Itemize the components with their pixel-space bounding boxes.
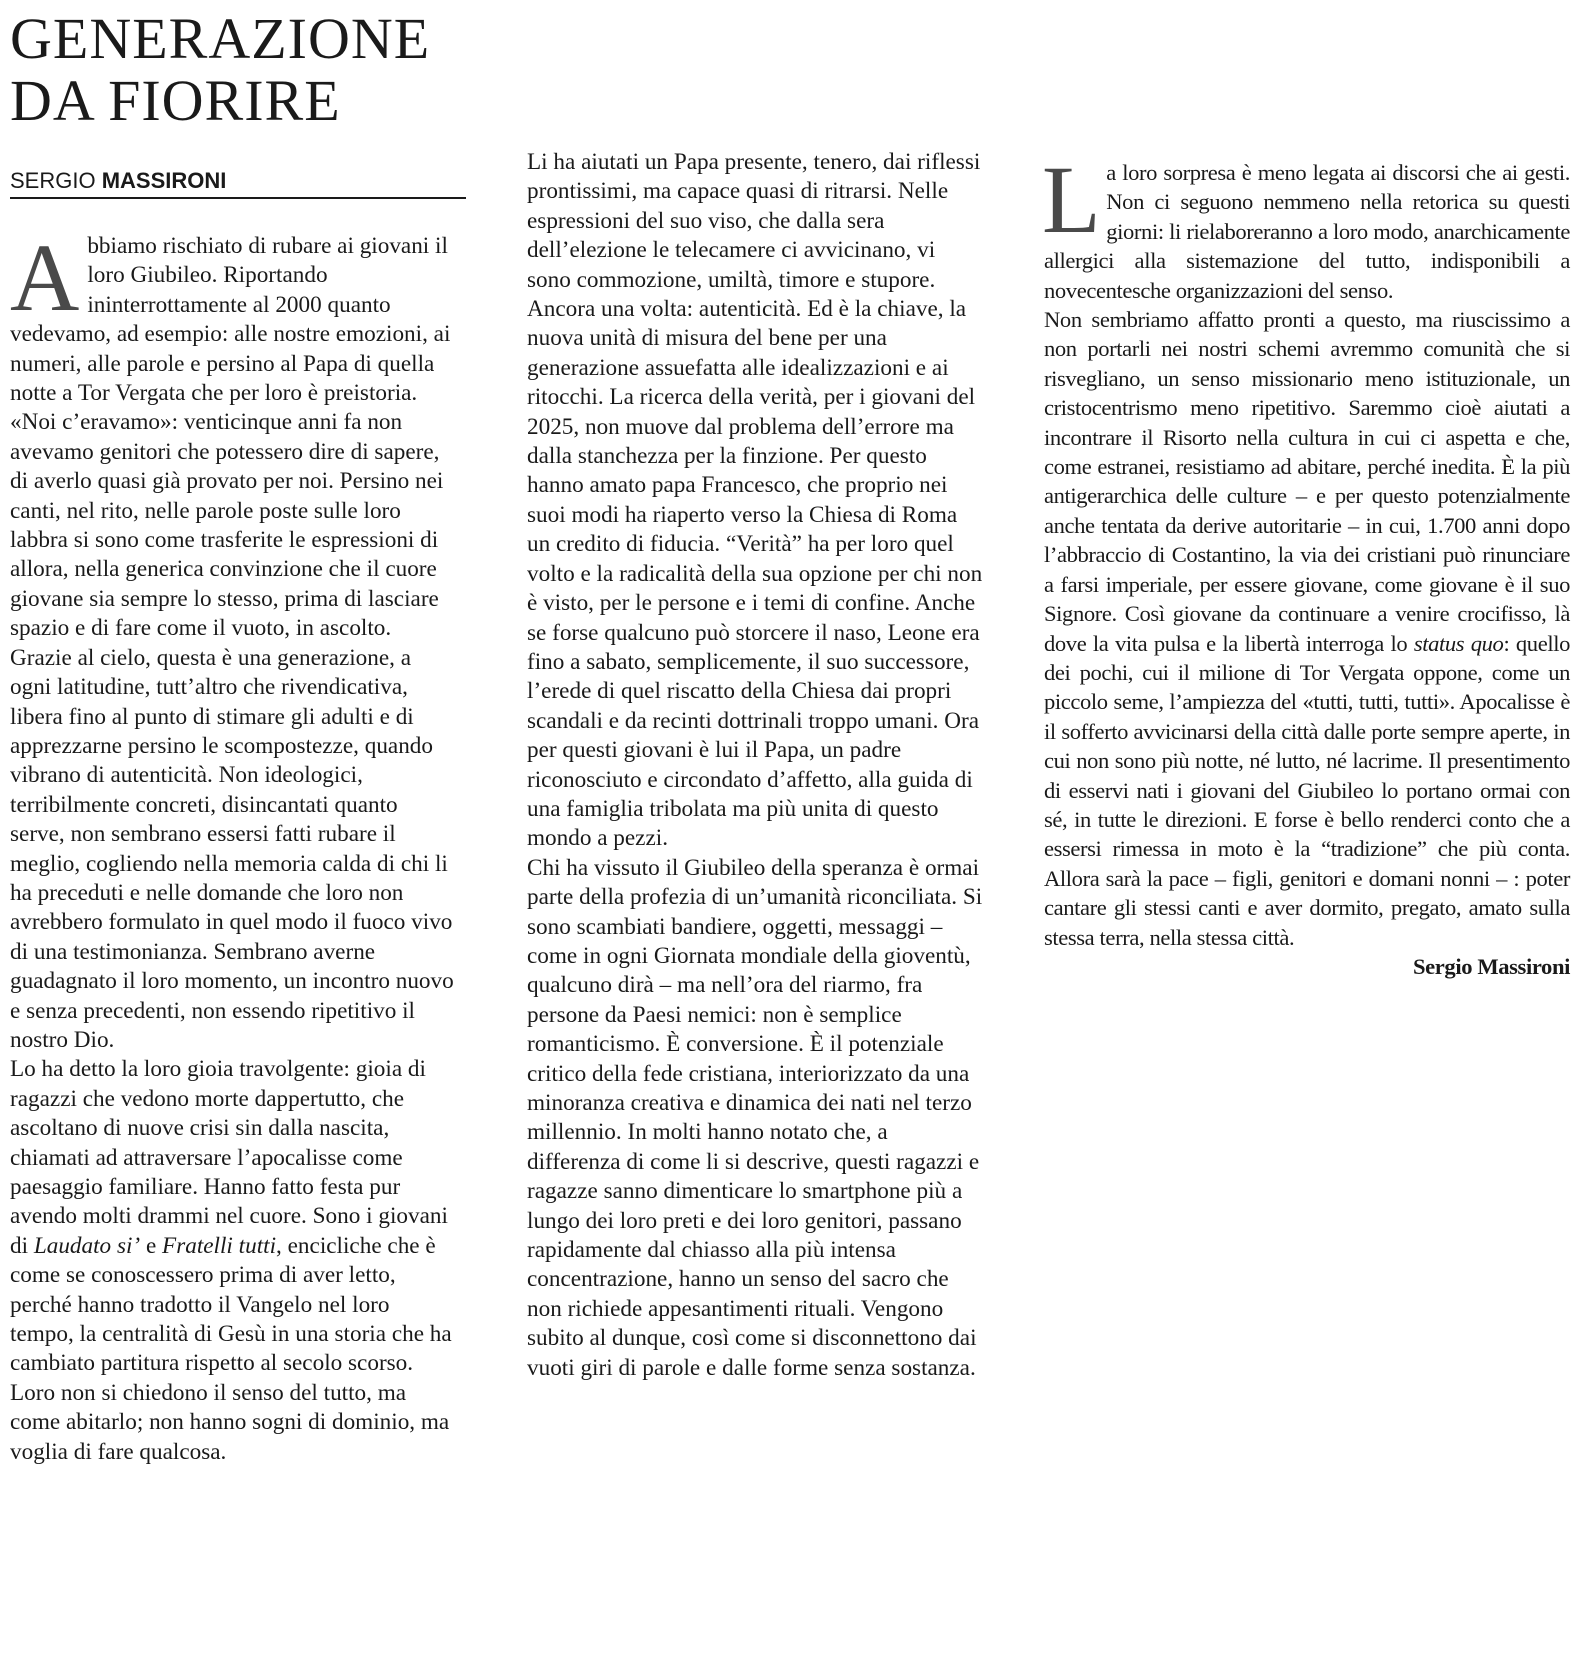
paragraph-text: e: [140, 1232, 163, 1259]
byline: [10, 168, 466, 199]
paragraph-text: Lo ha detto la loro gioia travolgente: gioia di ragazzi che vedono morte dappertutto, che ascoltano di nuove crisi sin dalla nascita, chiamati ad attraversare l’apocalisse come paesaggio familiare. Hanno fatto festa pur avendo molti drammi nel cuore. Sono i giovani di: [10, 1056, 448, 1259]
paragraph: Li ha aiutati un Papa presente, tenero, dai riflessi prontissimi, ma capace quasi di ritrarsi. Nelle espressioni del suo viso, che dalla sera dell’elezione le telecamere ci avvicinano, vi sono commozione, umiltà, timore e stupore. Ancora una volta: autenticità. Ed è la chiave, la nuova unità di misura del bene per una generazione assuefatta alle idealizzazioni e ai ritocchi. La ricerca della verità, per i giovani del 2025, non muove dal problema dell’errore ma dalla stanchezza per la finzione. Per questo hanno amato papa Francesco, che proprio nei suoi modi ha riaperto verso la Chiesa di Roma un credito di fiducia. “Verità” ha per loro quel volto e la radicalità della sua opzione per chi non è visto, per le persone e i temi di confine. Anche se forse qualcuno può storcere il naso, Leone era fino a sabato, semplicemente, il suo successore, l’erede di quel riscatto della Chiesa dai propri scandali e da recinti dottrinali troppo umani. Ora per questi giovani è lui il Papa, un padre riconosciuto e circondato d’affetto, alla guida di una famiglia tribolata ma più unita di questo mondo a pezzi.: [527, 149, 983, 852]
byline-last-name: MASSIRONI: [101, 168, 227, 193]
headline-line-2: DA FIORIRE: [10, 68, 341, 133]
paragraph: [1042, 146, 1570, 305]
encyclical-title: Fratelli tutti: [162, 1232, 277, 1259]
paragraph: [10, 224, 458, 1055]
paragraph-text: bbiamo rischiato di rubare ai giovani il loro Giubileo. Riportando ininterrottamente al 2000 quanto vedevamo, ad esempio: alle nostre emozioni, ai numeri, alle parole e persino al Papa di quella notte a Tor Vergata che per loro è preistoria. «Noi c’eravamo»: venticinque anni fa non avevamo genitori che potessero dire di sapere, di averlo quasi già provato per noi. Persino nei canti, nel rito, nelle parole poste sulle loro labbra si sono come trasferite le espressioni di allora, nella generica convinzione che il cuore giovane sia sempre lo stesso, prima di lasciare spazio e di fare come il vuoto, in ascolto. Grazie al cielo, questa è una generazione, a ogni latitudine, tutt’altro che rivendicativa, libera fino al punto di stimare gli adulti e di apprezzarne persino le scompostezze, quando vibrano di autenticità. Non ideologici, terribilmente concreti, disincantati quanto serve, non sembrano essersi fatti rubare il meglio, cogliendo nella memoria calda di chi li ha preceduti e nelle domande che loro non avrebbero formulato in quel modo il fuoco vivo di una testimonianza. Sembrano averne guadagnato il loro momento, un incontro nuovo e senza precedenti, non essendo ripetitivo il nostro Dio.: [10, 233, 454, 1053]
headline-line-1: GENERAZIONE: [10, 6, 431, 71]
article-column-2: [527, 148, 983, 1383]
paragraph-text: Non sembriamo affatto pronti a questo, ma riuscissimo a non portarli nei nostri schemi avremmo comunità che si risvegliano, un senso missionario meno istituzionale, un cristocentrismo meno ripetitivo. Saremmo cioè aiutati a incontrare il Risorto nella cultura in cui ci aspetta e che, come estranei, resistiamo ad abitare, perché inedita. È la più antigerarchica delle culture – e per questo potenzialmente anche tentata da derive autoritarie – in cui, 1.700 anni dopo l’abbraccio di Costantino, la via dei cristiani può rinunciare a farsi imperiale, per essere giovane, come giovane è il suo Signore. Così giovane da continuare a venire crocifisso, là dove la vita pulsa e la libertà interroga lo: [1044, 307, 1570, 656]
drop-cap: L: [1042, 146, 1101, 253]
article-headline: [10, 8, 480, 132]
author-signature: Sergio Massironi: [1413, 953, 1570, 979]
latin-phrase: status quo: [1413, 630, 1504, 656]
paragraph: [10, 1055, 458, 1467]
paragraph: [1044, 305, 1570, 952]
article-column-3: [1042, 146, 1570, 981]
byline-first-name: SERGIO: [10, 168, 96, 193]
encyclical-title: Laudato si’: [33, 1232, 141, 1259]
drop-cap: A: [10, 224, 80, 331]
paragraph-text: : quello dei pochi, cui il milione di Tor Vergata oppone, come un piccolo seme, l’ampiezza del «tutti, tutti, tutti». Apocalisse è il sofferto avvicinarsi della città dalle porte sempre aperte, in cui non sono più notte, né lutto, né lacrime. Il presentimento di esservi nati i giovani del Giubileo lo portano ormai con sé, in tutte le direzioni. E forse è bello renderci conto che a essersi rimessa in moto è la “tradizione” che più conta. Allora sarà la pace – figli, genitori e domani nonni – : poter cantare gli stessi canti e aver dormito, pregato, amato sulla stessa terra, nella stessa città.: [1044, 630, 1570, 950]
article-column-1: [10, 224, 458, 1467]
paragraph-text: , encicliche che è come se conoscessero prima di aver letto, perché hanno tradotto il Vangelo nel loro tempo, la centralità di Gesù in una storia che ha cambiato partitura rispetto al secolo scorso. Loro non si chiedono il senso del tutto, ma come abitarlo; non hanno sogni di dominio, ma voglia di fare qualcosa.: [10, 1232, 452, 1465]
paragraph: Chi ha vissuto il Giubileo della speranza è ormai parte della profezia di un’umanità riconciliata. Si sono scambiati bandiere, oggetti, messaggi – come in ogni Giornata mondiale della gioventù, qualcuno dirà – ma nell’ora del riarmo, fra persone da Paesi nemici: non è semplice romanticismo. È conversione. È il potenziale critico della fede cristiana, interiorizzato da una minoranza creativa e dinamica dei nati nel terzo millennio. In molti hanno notato che, a differenza di come li si descrive, questi ragazzi e ragazze sanno dimenticare lo smartphone più a lungo dei loro preti e dei loro genitori, passano rapidamente dal chiasso alla più intensa concentrazione, hanno un senso del sacro che non richiede appesantimenti rituali. Vengono subito al dunque, così come si disconnettono dai vuoti giri di parole e dalle forme senza sostanza.: [527, 854, 983, 1381]
paragraph-text: a loro sorpresa è meno legata ai discorsi che ai gesti. Non ci seguono nemmeno nella retorica su questi giorni: li rielaboreranno a loro modo, anarchicamente allergici alla sistemazione del tutto, indisponibili a novecentesche organizzazioni del senso.: [1044, 160, 1570, 303]
